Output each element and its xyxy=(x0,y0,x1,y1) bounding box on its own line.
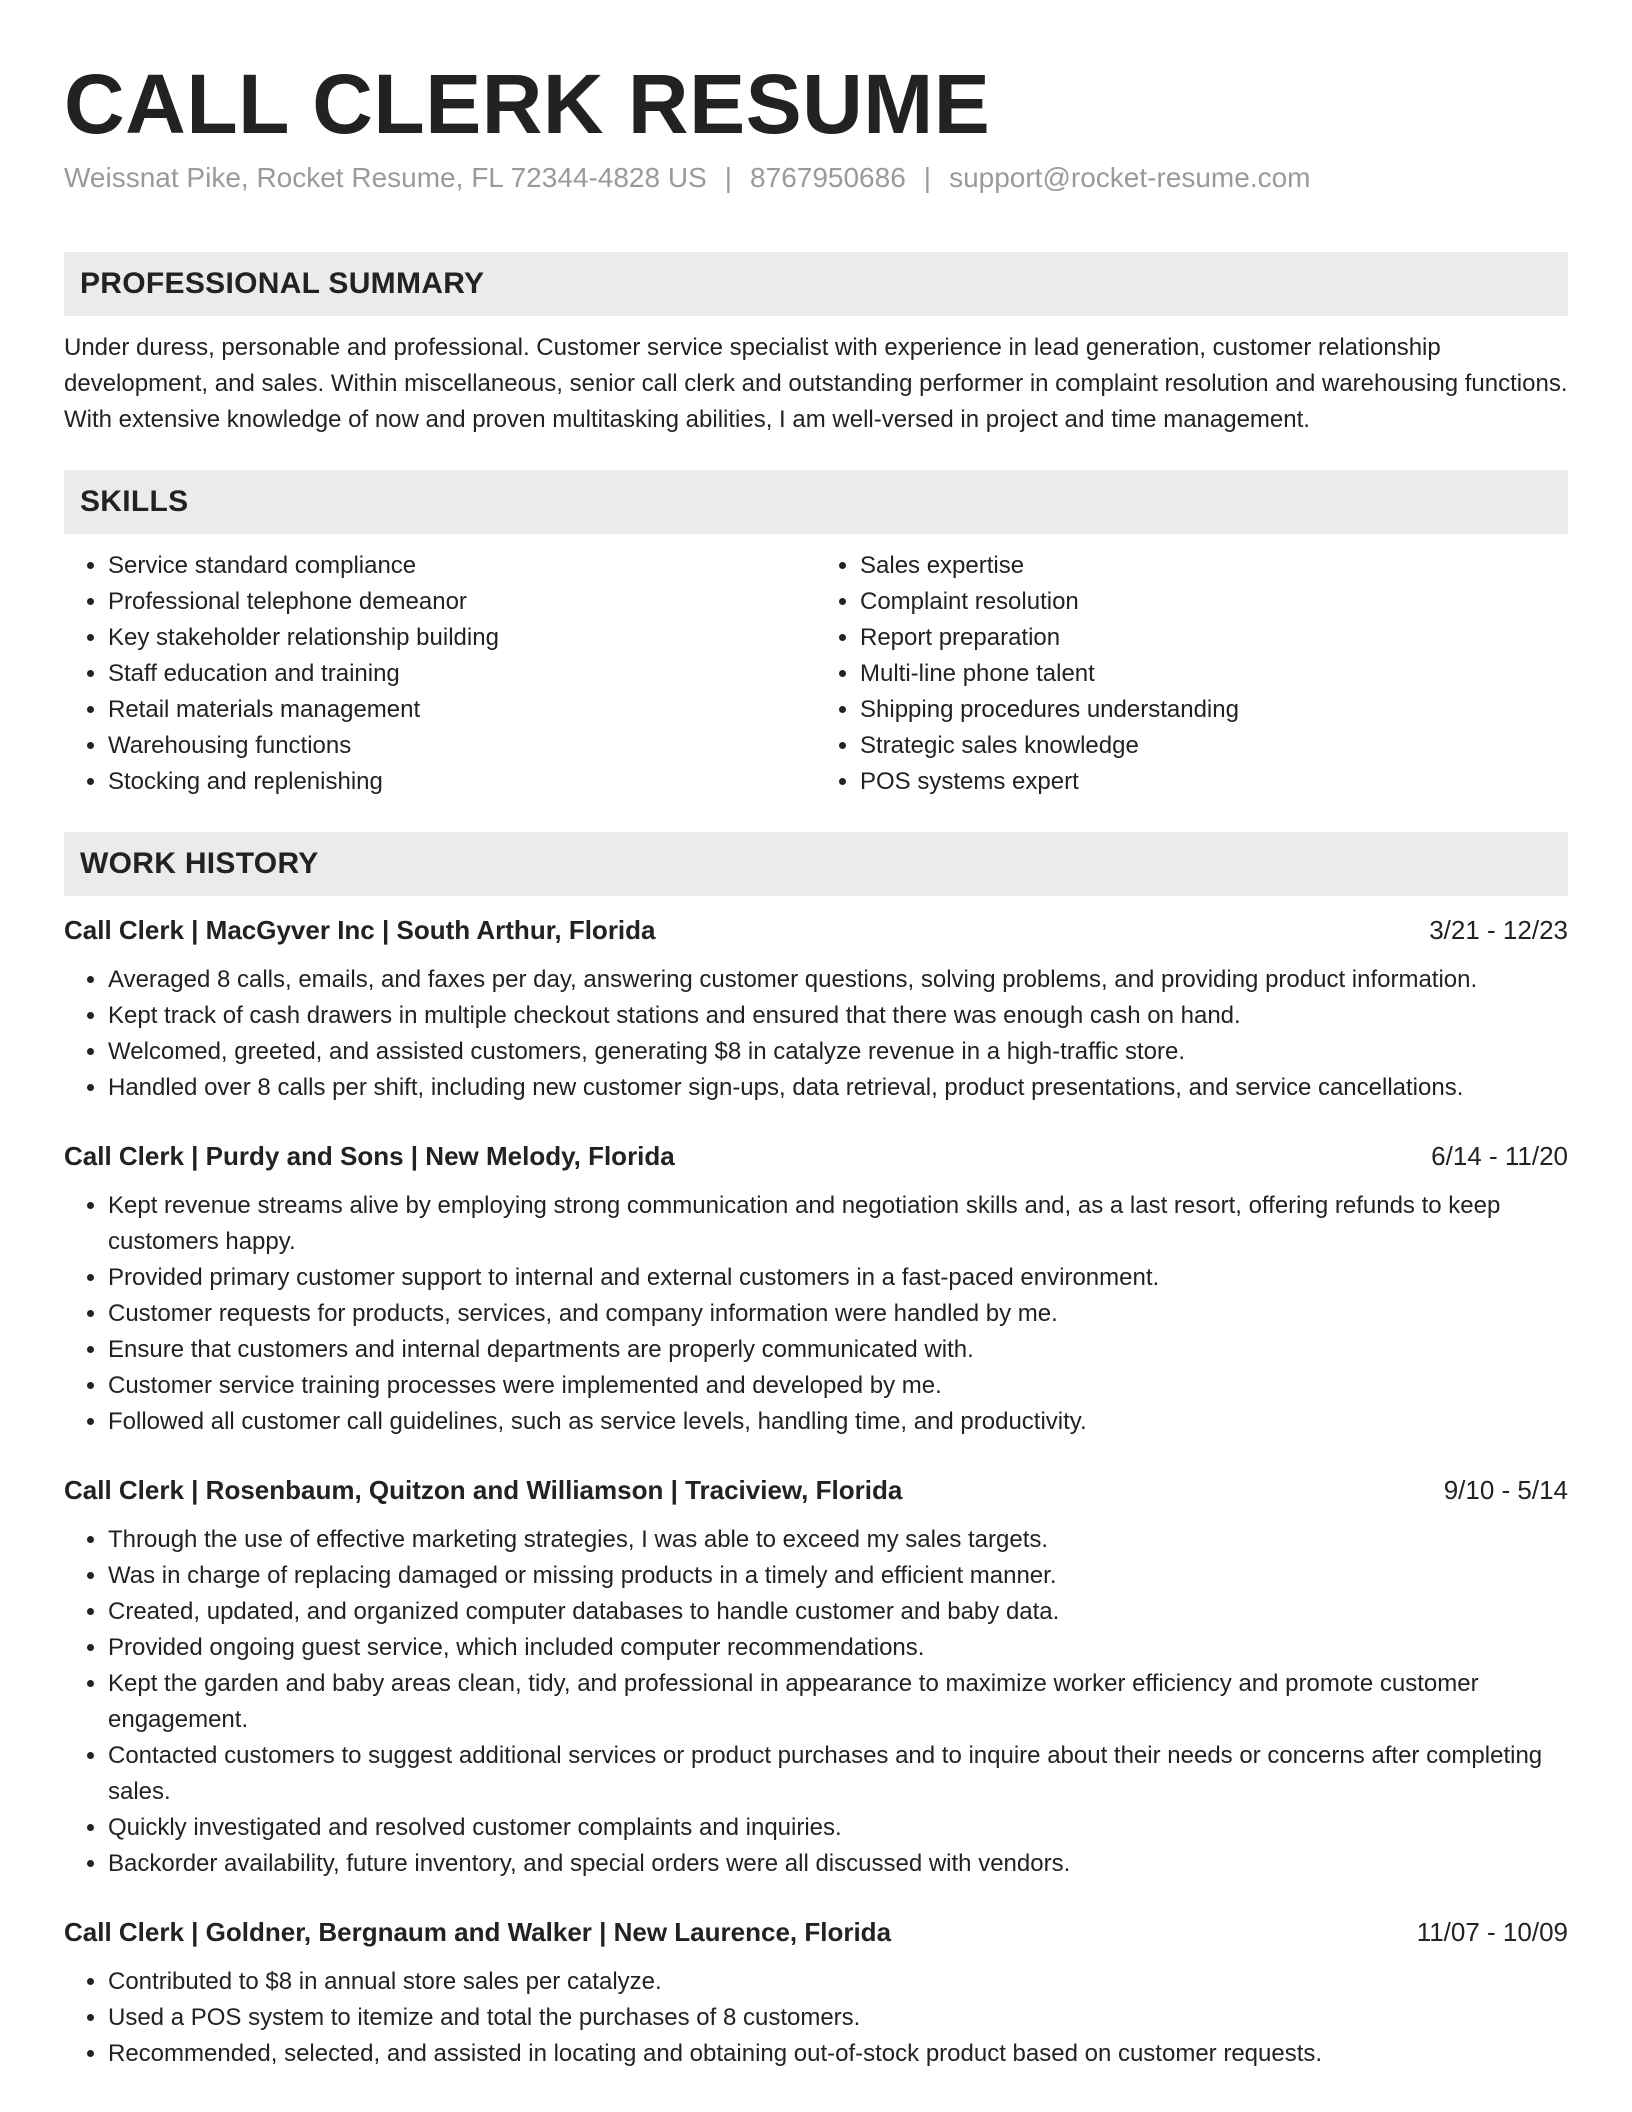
job-bullet: • Kept revenue streams alive by employing strong communication and negotiation skills and, as a last resort, offering refunds to keep customers happy. xyxy=(108,1188,1568,1260)
skill-item: • Stocking and replenishing xyxy=(108,764,816,800)
skill-item: • POS systems expert xyxy=(860,764,1568,800)
job-dates: 6/14 - 11/20 xyxy=(1431,1141,1568,1171)
job-header xyxy=(64,912,1568,948)
job-bullet: • Provided ongoing guest service, which included computer recommendations. xyxy=(108,1630,1568,1666)
section-header-work-history: WORK HISTORY xyxy=(64,832,1568,896)
skill-item: • Warehousing functions xyxy=(108,728,816,764)
summary-text: Under duress, personable and professional. Customer service specialist with experience in lead generation, customer relationship development, and sales. Within miscellaneous, senior call clerk and outstanding performer in complaint resolution and warehousing functions. With extensive knowledge of now and proven multitasking abilities, I am well-versed in project and time management. xyxy=(64,334,1568,433)
job-bullet: • Recommended, selected, and assisted in locating and obtaining out-of-stock product based on customer requests. xyxy=(108,2036,1568,2072)
job-bullet: • Through the use of effective marketing strategies, I was able to exceed my sales targets. xyxy=(108,1522,1568,1558)
skill-item: • Staff education and training xyxy=(108,656,816,692)
job-dates: 3/21 - 12/23 xyxy=(1429,915,1568,945)
job-title: Call Clerk | MacGyver Inc | South Arthur, Florida xyxy=(64,915,656,945)
job-bullet: • Welcomed, greeted, and assisted customers, generating $8 in catalyze revenue in a high-traffic store. xyxy=(108,1034,1568,1070)
skills-list xyxy=(64,548,1568,800)
job-entry xyxy=(64,1914,1568,2072)
job-bullets xyxy=(64,1188,1568,1440)
job-bullet: • Handled over 8 calls per shift, including new customer sign-ups, data retrieval, product presentations, and service cancellations. xyxy=(108,1070,1568,1106)
skill-item: • Key stakeholder relationship building xyxy=(108,620,816,656)
skill-item: • Sales expertise xyxy=(860,548,1568,584)
skill-item: • Professional telephone demeanor xyxy=(108,584,816,620)
job-entry xyxy=(64,1472,1568,1882)
contact-separator: | xyxy=(724,162,733,193)
job-bullet: • Customer service training processes were implemented and developed by me. xyxy=(108,1368,1568,1404)
skill-item: • Shipping procedures understanding xyxy=(860,692,1568,728)
contact-separator: | xyxy=(923,162,932,193)
skill-item: • Service standard compliance xyxy=(108,548,816,584)
skill-item: • Complaint resolution xyxy=(860,584,1568,620)
job-bullet: • Created, updated, and organized computer databases to handle customer and baby data. xyxy=(108,1594,1568,1630)
job-entry xyxy=(64,912,1568,1106)
contact-email: support@rocket-resume.com xyxy=(949,162,1311,193)
job-bullet: • Quickly investigated and resolved customer complaints and inquiries. xyxy=(108,1810,1568,1846)
skills-column-right xyxy=(816,548,1568,800)
job-title: Call Clerk | Rosenbaum, Quitzon and Williamson | Traciview, Florida xyxy=(64,1475,903,1505)
job-bullet: • Used a POS system to itemize and total the purchases of 8 customers. xyxy=(108,2000,1568,2036)
section-header-skills: SKILLS xyxy=(64,470,1568,534)
contact-line xyxy=(64,162,1568,194)
job-bullet: • Kept track of cash drawers in multiple checkout stations and ensured that there was enough cash on hand. xyxy=(108,998,1568,1034)
job-bullet: • Kept the garden and baby areas clean, tidy, and professional in appearance to maximize worker efficiency and promote customer engagement. xyxy=(108,1666,1568,1738)
job-entry xyxy=(64,1138,1568,1440)
job-dates: 11/07 - 10/09 xyxy=(1416,1917,1568,1947)
job-header xyxy=(64,1138,1568,1174)
job-bullet: • Was in charge of replacing damaged or missing products in a timely and efficient manner. xyxy=(108,1558,1568,1594)
job-dates: 9/10 - 5/14 xyxy=(1443,1475,1568,1505)
job-bullet: • Provided primary customer support to internal and external customers in a fast-paced environment. xyxy=(108,1260,1568,1296)
skill-item: • Multi-line phone talent xyxy=(860,656,1568,692)
job-bullets xyxy=(64,1964,1568,2072)
job-bullet: • Contacted customers to suggest additional services or product purchases and to inquire about their needs or concerns after completing sales. xyxy=(108,1738,1568,1810)
job-bullet: • Contributed to $8 in annual store sales per catalyze. xyxy=(108,1964,1568,2000)
job-header xyxy=(64,1472,1568,1508)
job-bullet: • Backorder availability, future inventory, and special orders were all discussed with vendors. xyxy=(108,1846,1568,1882)
job-bullet: • Ensure that customers and internal departments are properly communicated with. xyxy=(108,1332,1568,1368)
skills-column-left xyxy=(64,548,816,800)
skill-item: • Retail materials management xyxy=(108,692,816,728)
skill-item: • Strategic sales knowledge xyxy=(860,728,1568,764)
job-title: Call Clerk | Goldner, Bergnaum and Walker | New Laurence, Florida xyxy=(64,1917,892,1947)
job-bullet: • Averaged 8 calls, emails, and faxes per day, answering customer questions, solving problems, and providing product information. xyxy=(108,962,1568,998)
job-bullets xyxy=(64,1522,1568,1882)
job-bullet: • Customer requests for products, services, and company information were handled by me. xyxy=(108,1296,1568,1332)
job-bullet: • Followed all customer call guidelines, such as service levels, handling time, and productivity. xyxy=(108,1404,1568,1440)
skill-item: • Report preparation xyxy=(860,620,1568,656)
job-header xyxy=(64,1914,1568,1950)
resume-title: CALL CLERK RESUME xyxy=(64,57,991,151)
job-title: Call Clerk | Purdy and Sons | New Melody, Florida xyxy=(64,1141,675,1171)
section-header-summary: PROFESSIONAL SUMMARY xyxy=(64,252,1568,316)
contact-address: Weissnat Pike, Rocket Resume, FL 72344-4828 US xyxy=(64,162,707,193)
job-bullets xyxy=(64,962,1568,1106)
contact-phone: 8767950686 xyxy=(750,162,906,193)
